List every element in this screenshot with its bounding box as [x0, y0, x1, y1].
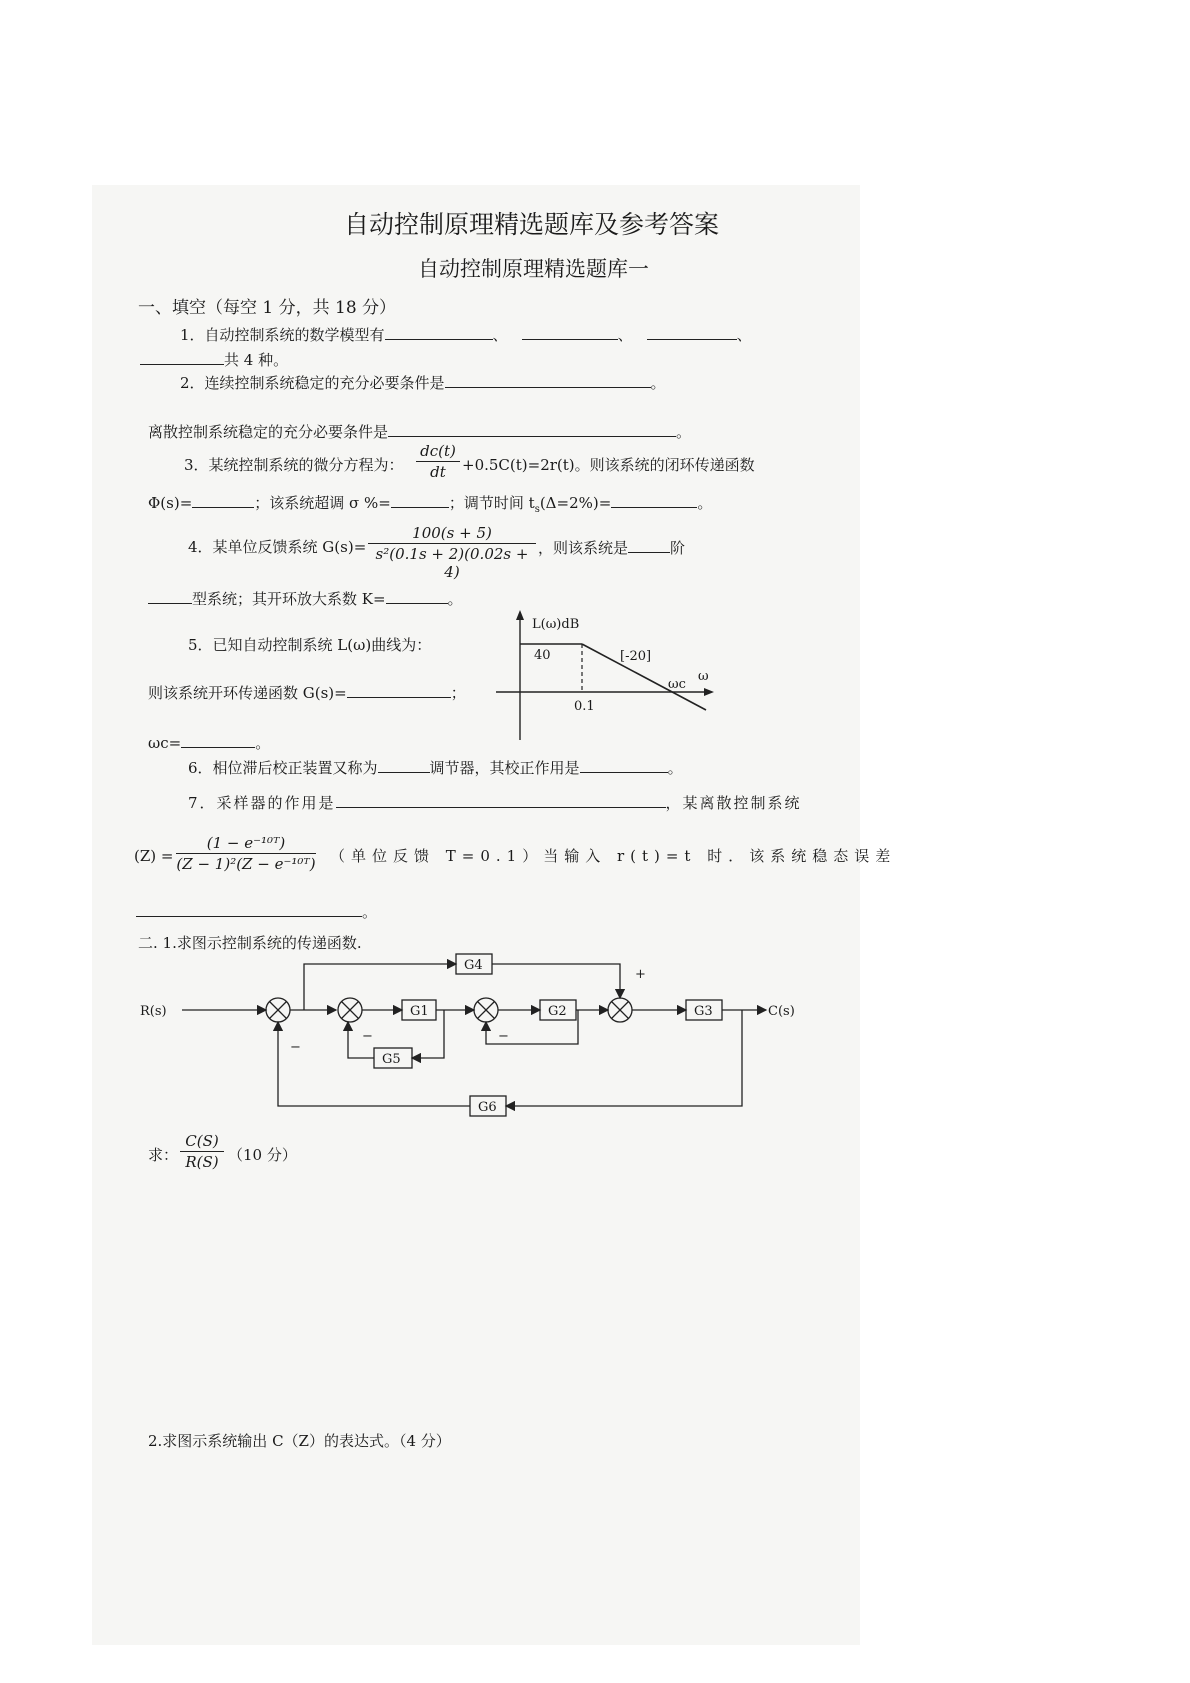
q4-transfer-fraction: $\frac{100(s + 5)}{\text{s²(0.1s + 2)(0.02s + 4)}}$	[368, 524, 536, 581]
q5-blank-gs	[347, 683, 451, 698]
plus-sign: +	[635, 967, 646, 982]
bode-ylabel: L(ω)dB	[532, 617, 580, 632]
q7-transfer-fraction: $\frac{\text{(1 − e⁻¹⁰ᵀ)}}{\text{(Z − 1)²(Z − e⁻¹⁰ᵀ)}}$	[176, 834, 316, 873]
section1-heading: 一、填空（每空 1 分，共 18 分）	[138, 298, 397, 318]
q3-blank-phi	[192, 493, 254, 508]
q4-line2: 型系统；其开环放大系数 K= 。	[148, 589, 463, 608]
ask-score: （10 分）	[228, 1146, 297, 1164]
q7-blank-2	[136, 902, 362, 917]
q3-blank-ts	[611, 493, 697, 508]
q2-blank-1	[445, 373, 651, 388]
q4-blank-k	[386, 589, 448, 604]
q3-derivative-fraction: $\frac{dc(t)}{dt}$	[416, 442, 460, 481]
q7-line3: 。	[136, 902, 377, 921]
q6-line: 6．相位滞后校正装置又称为 调节器，其校正作用是 。	[188, 759, 683, 777]
bode-xlabel: ω	[698, 669, 709, 684]
q3-blank-overshoot	[391, 493, 449, 508]
q4-suffix: ，则该系统是 阶	[538, 539, 686, 557]
input-label: R(s)	[140, 1004, 167, 1019]
bode-wc-label: ωc	[668, 677, 686, 692]
ask-prefix: 求：	[148, 1146, 179, 1164]
q7-blank-1	[336, 793, 666, 808]
block-g1: G1	[410, 1004, 429, 1019]
section2-q2: 2.求图示系统输出 C（Z）的表达式。（4 分）	[148, 1432, 451, 1450]
block-g2: G2	[548, 1004, 567, 1019]
block-g3: G3	[694, 1004, 713, 1019]
q1-line1: 1．自动控制系统的数学模型有 、 、 、	[180, 326, 752, 344]
ask-fraction: $\frac{C(S)}{R(S)}$	[180, 1132, 224, 1171]
q5-line2: 则该系统开环传递函数 G(s)= ；	[148, 684, 466, 702]
q3-suffix: +0.5C(t)=2r(t)。则该系统的闭环传递函数	[462, 456, 755, 474]
q2-line2: 离散控制系统稳定的充分必要条件是 。	[148, 423, 692, 441]
block-diagram	[130, 948, 850, 1128]
q4-prefix: 4．某单位反馈系统 G(s)=	[188, 538, 367, 556]
q5-blank-wc	[181, 733, 255, 748]
q6-blank-2	[580, 758, 668, 773]
q2-line1: 2．连续控制系统稳定的充分必要条件是 。	[180, 374, 666, 392]
block-g4: G4	[464, 958, 483, 973]
q6-blank-1	[378, 758, 430, 773]
bode-magnitude-plot	[494, 608, 714, 748]
q1-tail: 共 4 种。	[224, 351, 289, 369]
q3-line2: Φ(s)= ；该系统超调 σ %= ；调节时间 $t_s(\Delta=2\%)=$ 。	[148, 494, 713, 515]
q4-blank-order	[628, 538, 670, 553]
bode-level-label: 40	[534, 648, 551, 663]
minus-sign-g2: −	[498, 1029, 509, 1044]
document-subtitle: 自动控制原理精选题库一	[418, 257, 649, 281]
bode-y-arrow	[516, 610, 524, 620]
q3-prefix: 3．某统控制系统的微分方程为：	[184, 456, 404, 474]
bode-x-arrow	[704, 688, 714, 696]
block-g6: G6	[478, 1100, 497, 1115]
q4-blank-type	[148, 589, 192, 604]
q1-blank-1	[385, 325, 493, 340]
q7-condition: （单位反馈 T=0.1）当输入 r(t)=t 时．该系统稳态误差	[330, 847, 897, 865]
q1-blank-2	[522, 325, 618, 340]
bode-corner-label: 0.1	[574, 699, 595, 714]
q1-blank-3	[647, 325, 737, 340]
q5-text: 5．已知自动控制系统 L(ω)曲线为：	[188, 636, 432, 654]
block-g5: G5	[382, 1052, 401, 1067]
document-title: 自动控制原理精选题库及参考答案	[344, 210, 720, 239]
q7-line1: 7．采样器的作用是 ，某离散控制系统	[188, 794, 802, 812]
q1-text: 1．自动控制系统的数学模型有	[180, 326, 385, 344]
output-label: C(s)	[768, 1004, 795, 1019]
section2-q1: 二. 1.求图示控制系统的传递函数.	[138, 934, 362, 952]
q1-line2	[140, 350, 288, 369]
q5-line3: ωc= 。	[148, 734, 271, 752]
bode-slope-label: [-20]	[620, 649, 652, 664]
q7-lhs: (Z) =	[134, 847, 174, 865]
minus-sign-outer: −	[290, 1040, 301, 1055]
q2-blank-2	[388, 422, 676, 437]
q1-blank-4	[140, 350, 224, 365]
minus-sign-g5: −	[362, 1029, 373, 1044]
